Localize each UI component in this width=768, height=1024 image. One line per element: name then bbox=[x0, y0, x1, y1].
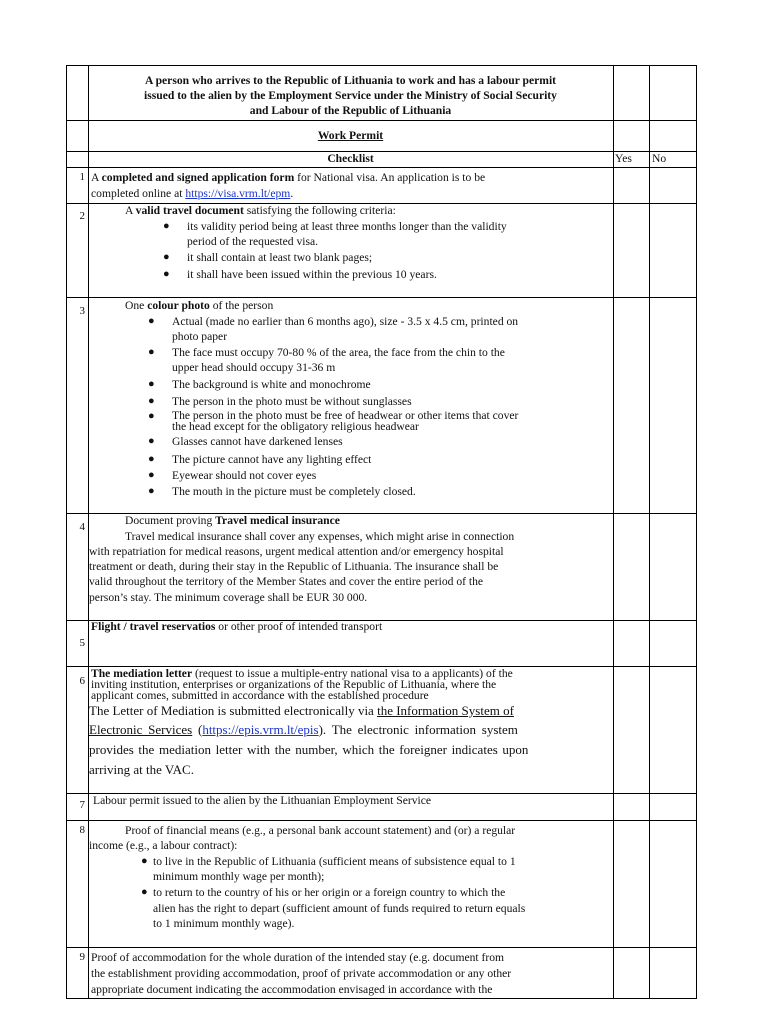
list-item: The face must occupy 70-80 % of the area, the face from the chin to the bbox=[172, 346, 505, 359]
row-number: 6 bbox=[79, 675, 85, 687]
row-number: 5 bbox=[79, 637, 85, 649]
row-number: 2 bbox=[79, 210, 85, 222]
list-item: The picture cannot have any lighting effect bbox=[172, 453, 372, 466]
column-header-yes: Yes bbox=[615, 152, 632, 165]
table-border-top bbox=[66, 65, 696, 66]
paragraph-line: with repatriation for medical reasons, urgent medical attention and/or emergency hospital bbox=[89, 545, 504, 558]
row-divider bbox=[66, 820, 696, 821]
list-item-cont: photo paper bbox=[172, 330, 228, 343]
list-item-cont: the head except for the obligatory religious headwear bbox=[172, 420, 419, 433]
text-bold: Flight / travel reservatios bbox=[91, 620, 216, 633]
row-number: 9 bbox=[79, 951, 85, 963]
list-item-cont: minimum monthly wage per month); bbox=[153, 870, 325, 883]
row-number: 3 bbox=[79, 305, 85, 317]
mediation-paragraph-line bbox=[89, 720, 518, 739]
column-divider bbox=[613, 65, 614, 999]
text-bold: valid travel document bbox=[135, 204, 244, 217]
bullet-icon: ● bbox=[141, 886, 148, 898]
mediation-paragraph-line bbox=[89, 701, 514, 720]
row-divider bbox=[66, 167, 696, 168]
text: completed online at bbox=[91, 187, 186, 200]
paragraph-line: the establishment providing accommodation, proof of private accommodation or any other bbox=[91, 967, 512, 980]
row-number: 7 bbox=[79, 799, 85, 811]
text: for National visa. An application is to be bbox=[294, 171, 486, 184]
list-item: it shall have been issued within the previous 10 years. bbox=[187, 268, 437, 281]
text: The Letter of Mediation is submitted electronically via bbox=[89, 703, 378, 718]
text: A bbox=[91, 171, 102, 184]
mediation-paragraph-line: arriving at the VAC. bbox=[89, 762, 194, 777]
text: (request to issue a multiple-entry national visa to a applicants) of the bbox=[192, 667, 513, 680]
item-medical-insurance bbox=[125, 513, 340, 528]
item-accommodation: Proof of accommodation for the whole duration of the intended stay (e.g. document from bbox=[91, 951, 505, 964]
paragraph-line: Travel medical insurance shall cover any expenses, which might arise in connection bbox=[125, 530, 515, 543]
table-border-right bbox=[696, 65, 697, 999]
paragraph-line: income (e.g., a labour contract): bbox=[89, 839, 238, 852]
item-travel-document bbox=[125, 203, 396, 218]
list-item-cont: to 1 minimum monthly wage). bbox=[153, 917, 295, 930]
bullet-icon: ● bbox=[148, 469, 155, 481]
visa-portal-link[interactable]: https://visa.vrm.lt/epm bbox=[185, 187, 291, 200]
list-item: Glasses cannot have darkened lenses bbox=[172, 435, 343, 448]
bullet-icon: ● bbox=[148, 485, 155, 497]
table-border-bottom bbox=[66, 998, 696, 999]
row-number: 1 bbox=[79, 171, 85, 183]
list-item: The mouth in the picture must be completely closed. bbox=[172, 485, 416, 498]
header-title-line-2: issued to the alien by the Employment Service under the Ministry of Social Security bbox=[144, 89, 557, 102]
text: or other proof of intended transport bbox=[215, 620, 383, 633]
list-item: to live in the Republic of Lithuania (sufficient means of subsistence equal to 1 bbox=[153, 855, 516, 868]
bullet-icon: ● bbox=[148, 346, 155, 358]
bullet-icon: ● bbox=[148, 378, 155, 390]
list-item: its validity period being at least three months longer than the validity bbox=[187, 220, 507, 233]
list-item: it shall contain at least two blank pages; bbox=[187, 251, 373, 264]
bullet-icon: ● bbox=[148, 435, 155, 447]
row-divider bbox=[66, 120, 696, 121]
mediation-paragraph-line: provides the mediation letter with the number, which the foreigner indicates upon bbox=[89, 742, 529, 757]
paragraph-line: appropriate document indicating the accommodation envisaged in accordance with the bbox=[91, 983, 493, 996]
text: of the person bbox=[209, 299, 274, 312]
epis-portal-link[interactable]: https://epis.vrm.lt/epis bbox=[202, 722, 319, 737]
item-financial-means: Proof of financial means (e.g., a personal bank account statement) and (or) a regular bbox=[125, 824, 516, 837]
list-item: The person in the photo must be free of headwear or other items that cover bbox=[172, 409, 519, 422]
column-header-checklist: Checklist bbox=[327, 152, 374, 165]
bullet-icon: ● bbox=[163, 268, 170, 280]
page-subtitle: Work Permit bbox=[317, 129, 384, 142]
text-bold: completed and signed application form bbox=[101, 171, 295, 184]
list-item: Eyewear should not cover eyes bbox=[172, 469, 317, 482]
item-flight-reservation bbox=[91, 619, 382, 634]
list-item: Actual (made no earlier than 6 months ago), size - 3.5 x 4.5 cm, printed on bbox=[172, 315, 519, 328]
text-bold: The mediation letter bbox=[91, 667, 193, 680]
paragraph-line: treatment or death, during their stay in the Republic of Lithuania. The insurance shall be bbox=[89, 560, 499, 573]
text: A bbox=[125, 204, 136, 217]
header-title-line-1: A person who arrives to the Republic of Lithuania to work and has a labour permit bbox=[144, 74, 557, 87]
item-labour-permit: Labour permit issued to the alien by the Lithuanian Employment Service bbox=[93, 794, 432, 807]
bullet-icon: ● bbox=[148, 410, 155, 422]
row-number: 8 bbox=[79, 824, 85, 836]
table-border-left bbox=[66, 65, 67, 999]
text: Document proving bbox=[125, 514, 216, 527]
item-application-form bbox=[91, 170, 485, 185]
paragraph-line: person’s stay. The minimum coverage shall be EUR 30 000. bbox=[89, 591, 368, 604]
list-item: The background is white and monochrome bbox=[172, 378, 371, 391]
text: satisfying the following criteria: bbox=[243, 204, 396, 217]
list-item-cont: period of the requested visa. bbox=[187, 235, 319, 248]
list-item: The person in the photo must be without sunglasses bbox=[172, 395, 412, 408]
bullet-icon: ● bbox=[163, 251, 170, 263]
item-application-form-line-2 bbox=[91, 186, 293, 201]
paragraph-line: applicant comes, submitted in accordance with the established procedure bbox=[91, 689, 429, 702]
paragraph-line: valid throughout the territory of the Member States and cover the entire period of the bbox=[89, 575, 484, 588]
text-bold: Travel medical insurance bbox=[215, 514, 340, 527]
text: ). The electronic information system bbox=[318, 722, 518, 737]
column-divider bbox=[88, 65, 89, 999]
column-header-no: No bbox=[652, 152, 667, 165]
column-divider bbox=[649, 65, 650, 999]
row-number: 4 bbox=[79, 521, 85, 533]
text-bold: colour photo bbox=[147, 299, 210, 312]
text: ( bbox=[192, 722, 203, 737]
list-item: to return to the country of his or her origin or a foreign country to which the bbox=[153, 886, 506, 899]
text: One bbox=[125, 299, 148, 312]
bullet-icon: ● bbox=[141, 855, 148, 867]
list-item-cont: alien has the right to depart (sufficient amount of funds required to return equals bbox=[153, 902, 526, 915]
bullet-icon: ● bbox=[148, 453, 155, 465]
paragraph-line: inviting institution, enterprises or organizations of the Republic of Lithuania, where the bbox=[91, 678, 497, 691]
bullet-icon: ● bbox=[148, 395, 155, 407]
list-item-cont: upper head should occupy 31-36 m bbox=[172, 361, 336, 374]
bullet-icon: ● bbox=[163, 220, 170, 232]
row-divider bbox=[66, 947, 696, 948]
header-title-line-3: and Labour of the Republic of Lithuania bbox=[249, 104, 452, 117]
text-underlined: the Information System of bbox=[377, 703, 514, 718]
text-underlined: Electronic Services bbox=[89, 722, 193, 737]
text: . bbox=[290, 187, 294, 200]
item-colour-photo bbox=[125, 298, 273, 313]
bullet-icon: ● bbox=[148, 315, 155, 327]
